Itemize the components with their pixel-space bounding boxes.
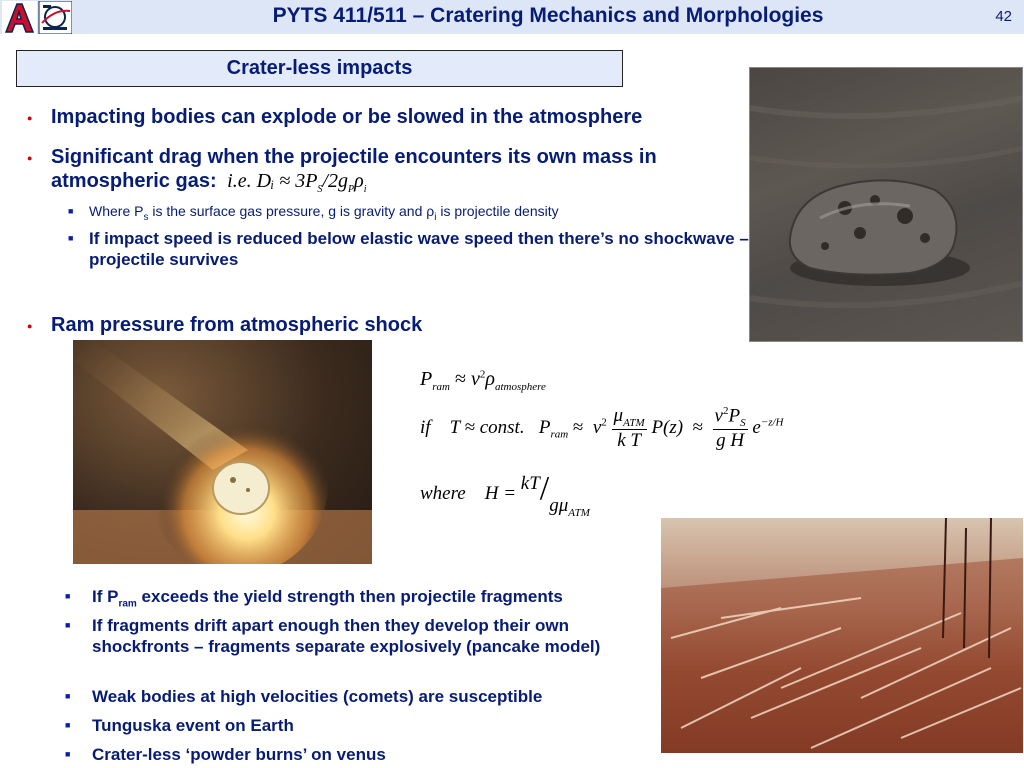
sub-bullet-projectile-survives: ■ If impact speed is reduced below elastic wave speed then there’s no shockwave – projectile survives: [89, 228, 749, 270]
isothermal-ram-pressure-equation: if T ≈ const. $P_{ram} \approx v^2$ $\frac{\mu_{ATM}}{\text{k T}}$ P(z) ≈ $\frac{v^2P_S}{\text{g H}}$ $e^{-z/H}$: [420, 405, 784, 452]
slide-title: PYTS 411/511 – Cratering Mechanics and Morphologies: [272, 4, 824, 27]
tunguska-fallen-trees-photo: [661, 518, 1023, 753]
section-title: Crater-less impacts: [16, 50, 623, 87]
bullet-venus-powder-burns: ■ Crater-less ‘powder burns’ on venus: [92, 744, 657, 765]
ram-pressure-equation: $P_{ram} \approx v^2\rho_{atmosphere}$: [420, 368, 546, 393]
page-number: 42: [995, 8, 1012, 25]
bullet-drag: [51, 145, 751, 202]
bullet-comets-susceptible: ■ Weak bodies at high velocities (comets) are susceptible: [92, 686, 657, 707]
bullet-ram-pressure: ● Ram pressure from atmospheric shock: [51, 313, 422, 337]
meteorite-on-mars-photo: [749, 67, 1023, 342]
atmospheric-entry-fireball-image: [73, 340, 372, 564]
bullet-tunguska: ■ Tunguska event on Earth: [92, 715, 657, 736]
scale-height-equation: where $H = kT/g\mu_{ATM}$: [420, 470, 590, 519]
slide-header: [0, 0, 1024, 34]
drag-equation: i.e. Dᵢ ≈ $3P_S/2g_P\rho_i$: [227, 170, 367, 195]
bullet-drag-line1: Significant drag when the projectile encounters its own mass in: [51, 146, 657, 168]
bullet-yield-strength: ■ If $P_{ram}$ exceeds the yield strength then projectile fragments: [92, 586, 652, 614]
bullet-pancake-model: ■ If fragments drift apart enough then they develop their own shockfronts – fragments separate explosively (pancake model): [92, 615, 657, 657]
sub-bullet-where-ps: ■ Where $P_s$ is the surface gas pressure, g is gravity and $\rho_i$ is projectile density: [89, 201, 729, 228]
bullet-explode: ● Impacting bodies can explode or be slowed in the atmosphere: [51, 105, 642, 129]
bullet-drag-line2: atmospheric gas:: [51, 170, 217, 192]
